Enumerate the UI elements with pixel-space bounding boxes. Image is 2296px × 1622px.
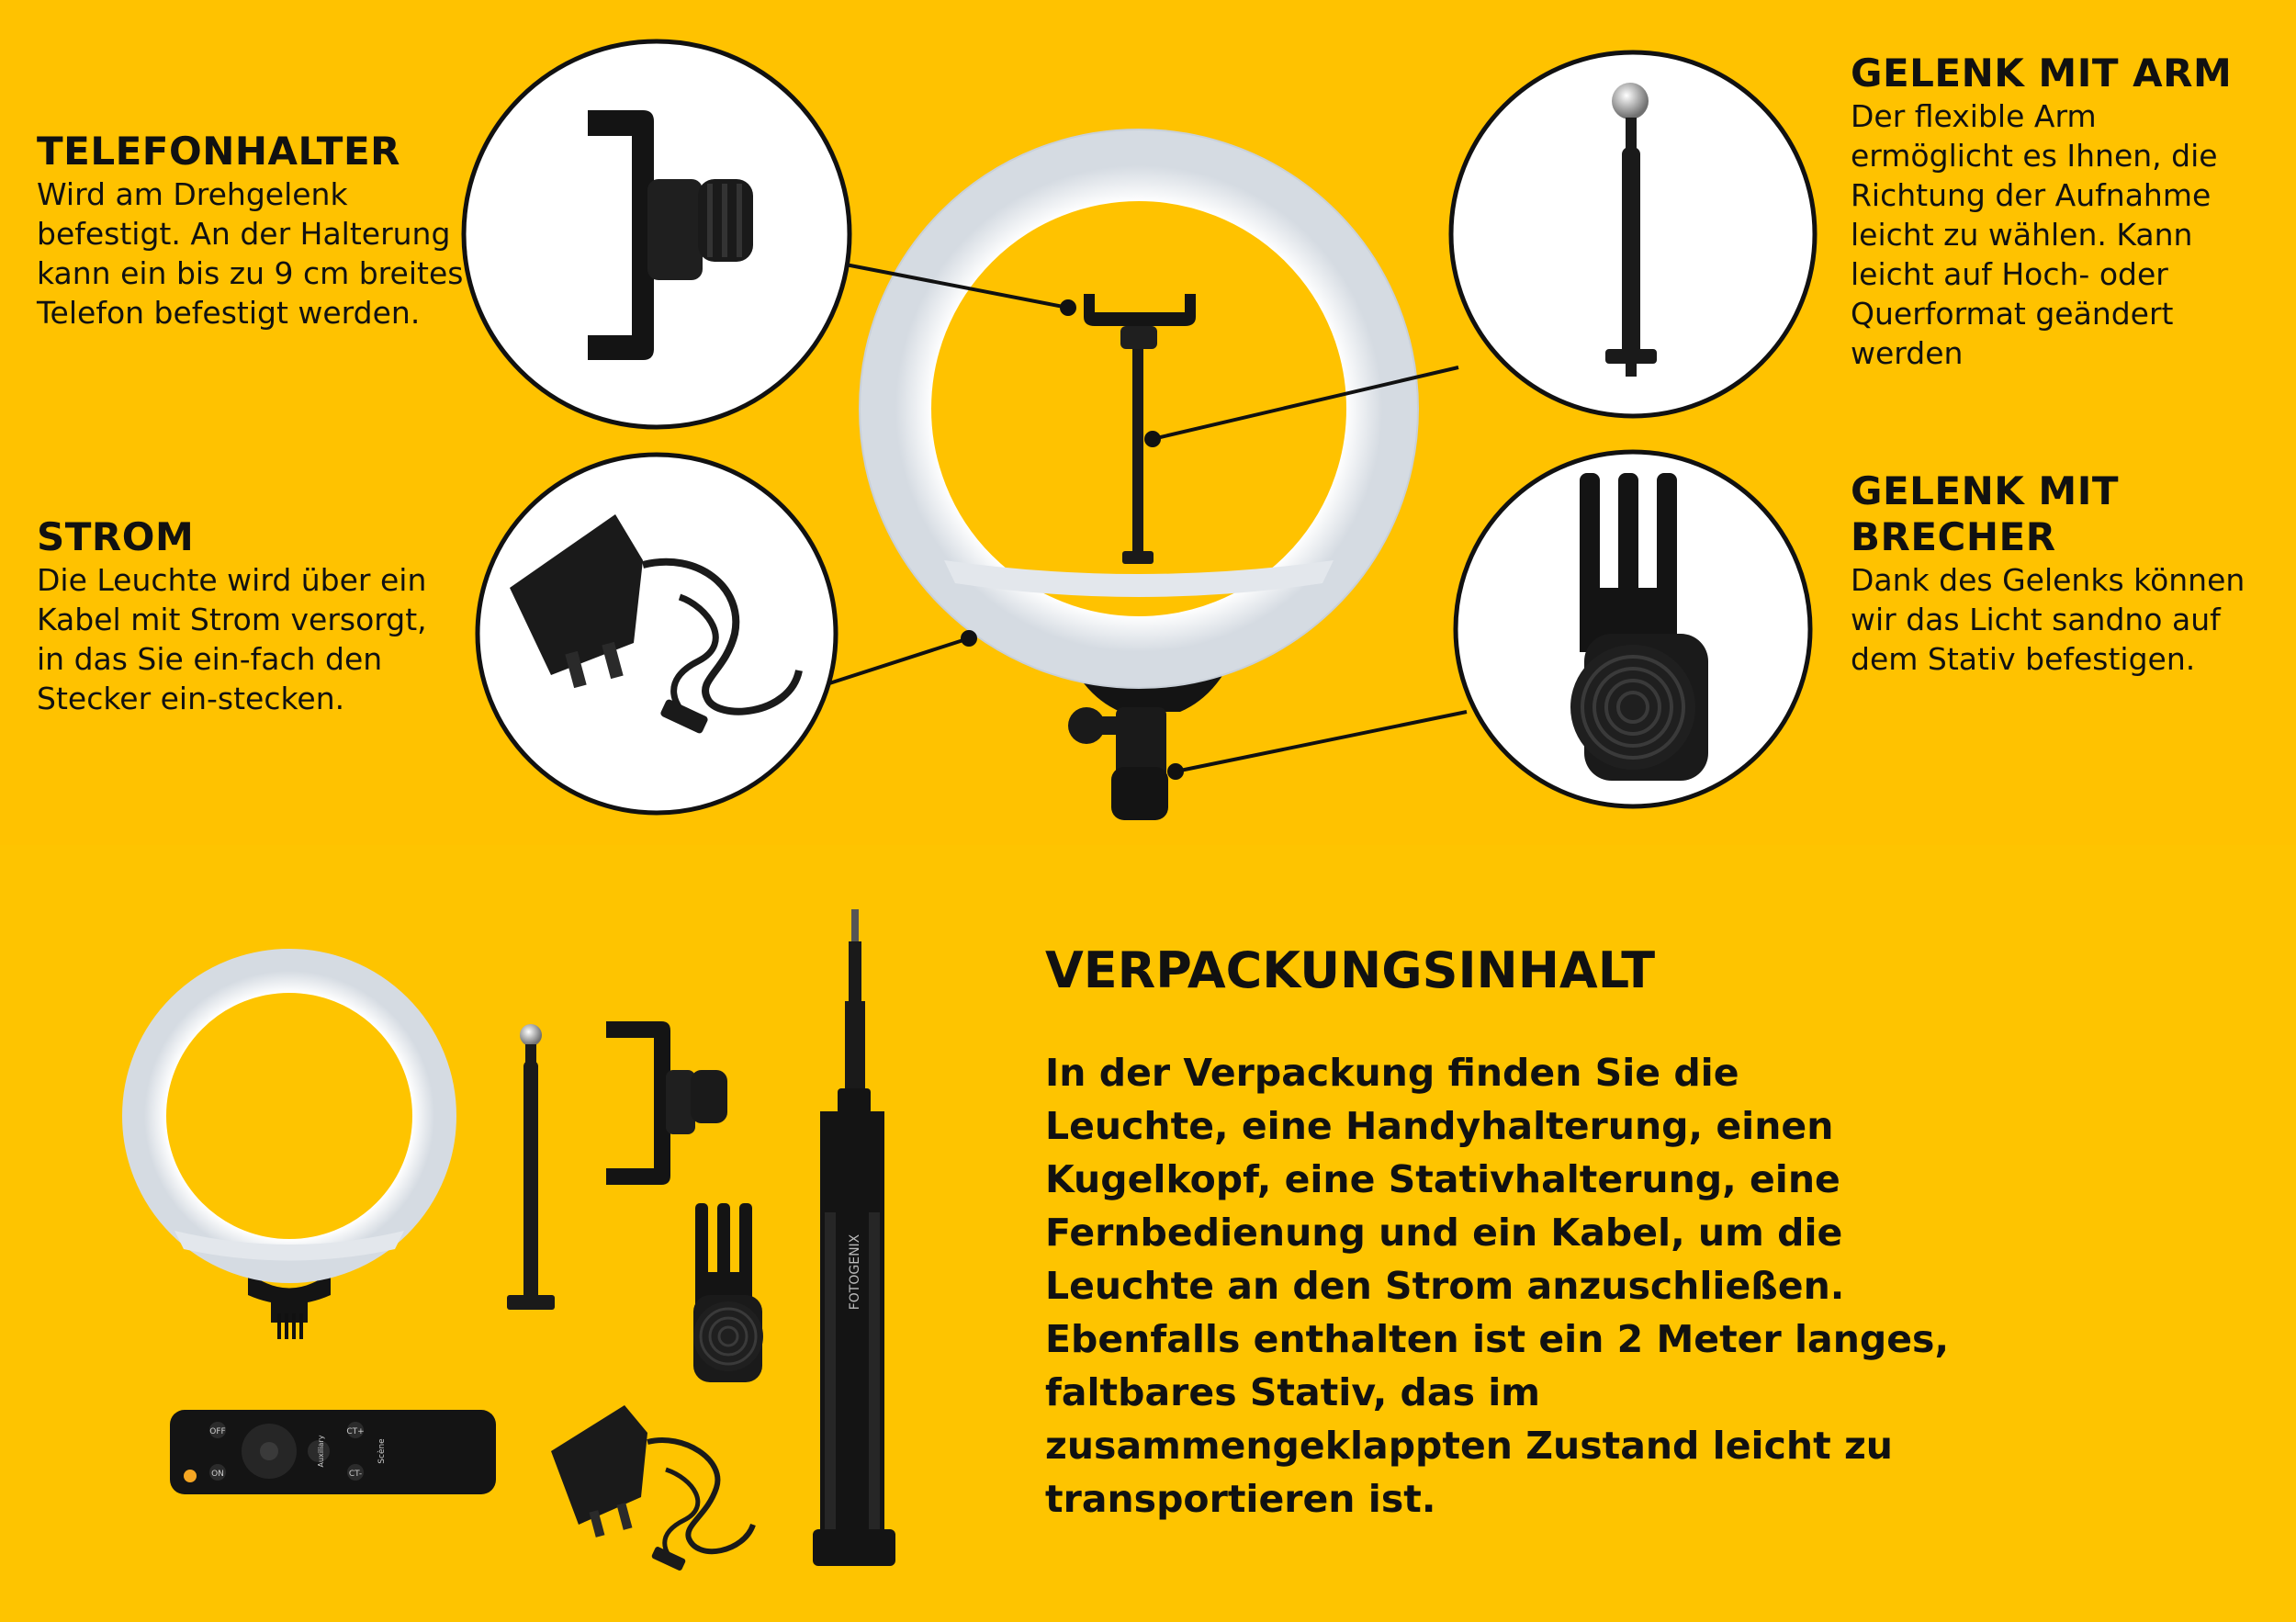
feature-arm-joint-title: GELENK MIT ARM [1851,51,2233,96]
package-remote-control [170,1410,496,1494]
breaker-joint-detail-circle [1456,452,1810,806]
package-breaker [693,1203,763,1382]
package-contents-title: VERPACKUNGSINHALT [1045,941,1656,999]
feature-breaker-joint-text: Dank des Gelenks können wir das Licht sandno auf dem Stativ befestigen. [1851,562,2245,677]
feature-power-text: Die Leuchte wird über ein Kabel mit Strom versorgt, in das Sie ein-fach den Stecker ein-stecken. [37,562,427,716]
phone-holder-detail-circle [464,41,850,427]
package-phone-holder [606,1021,727,1185]
remote-auxiliary-button: Auxiliary [317,1435,325,1468]
package-tripod [813,909,895,1566]
package-power-adapter [551,1405,753,1571]
feature-arm-joint [1851,51,2264,373]
feature-phone-holder [37,129,468,332]
feature-breaker-joint-title: GELENK MIT BRECHER [1851,468,2120,559]
remote-on-button: ON [211,1470,224,1479]
package-contents-illustration [144,909,895,1571]
feature-arm-joint-text: Der flexible Arm ermöglicht es Ihnen, die Richtung der Aufnahme leicht zu wählen. Kann leicht auf Hoch- oder Querformat geändert werden [1851,98,2218,371]
package-ring-light [144,971,434,1339]
feature-power [37,514,450,718]
power-adapter-detail-circle [478,455,836,813]
remote-off-button: OFF [209,1427,226,1436]
feature-power-title: STROM [37,514,195,559]
package-contents-section [1045,941,2230,1526]
remote-ct-plus-button: CT+ [346,1427,365,1436]
main-ring-light [860,130,1418,820]
arm-joint-detail-circle [1451,52,1815,416]
feature-breaker-joint [1851,468,2255,679]
remote-ct-minus-button: CT- [348,1470,363,1479]
tripod-brand-label: FOTOGENIX [848,1233,862,1311]
package-arm [507,1024,555,1310]
feature-phone-holder-text: Wird am Drehgelenk befestigt. An der Halterung kann ein bis zu 9 cm breites Telefon befestigt werden. [37,176,464,331]
package-contents-text: In der Verpackung finden Sie die Leuchte, eine Handyhalterung, einen Kugelkopf, eine Stativhalterung, eine Fernbedienung und ein Kabel, um die Leuchte an den Strom anzuschließen. Ebenfalls enthalten ist ein 2 Meter langes, faltbares Stativ, das im zusammengeklappten Zustand leicht zu transportieren ist. [1045,1051,1950,1521]
remote-scene-button: Scène [377,1438,387,1464]
feature-phone-holder-title: TELEFONHALTER [37,129,400,174]
